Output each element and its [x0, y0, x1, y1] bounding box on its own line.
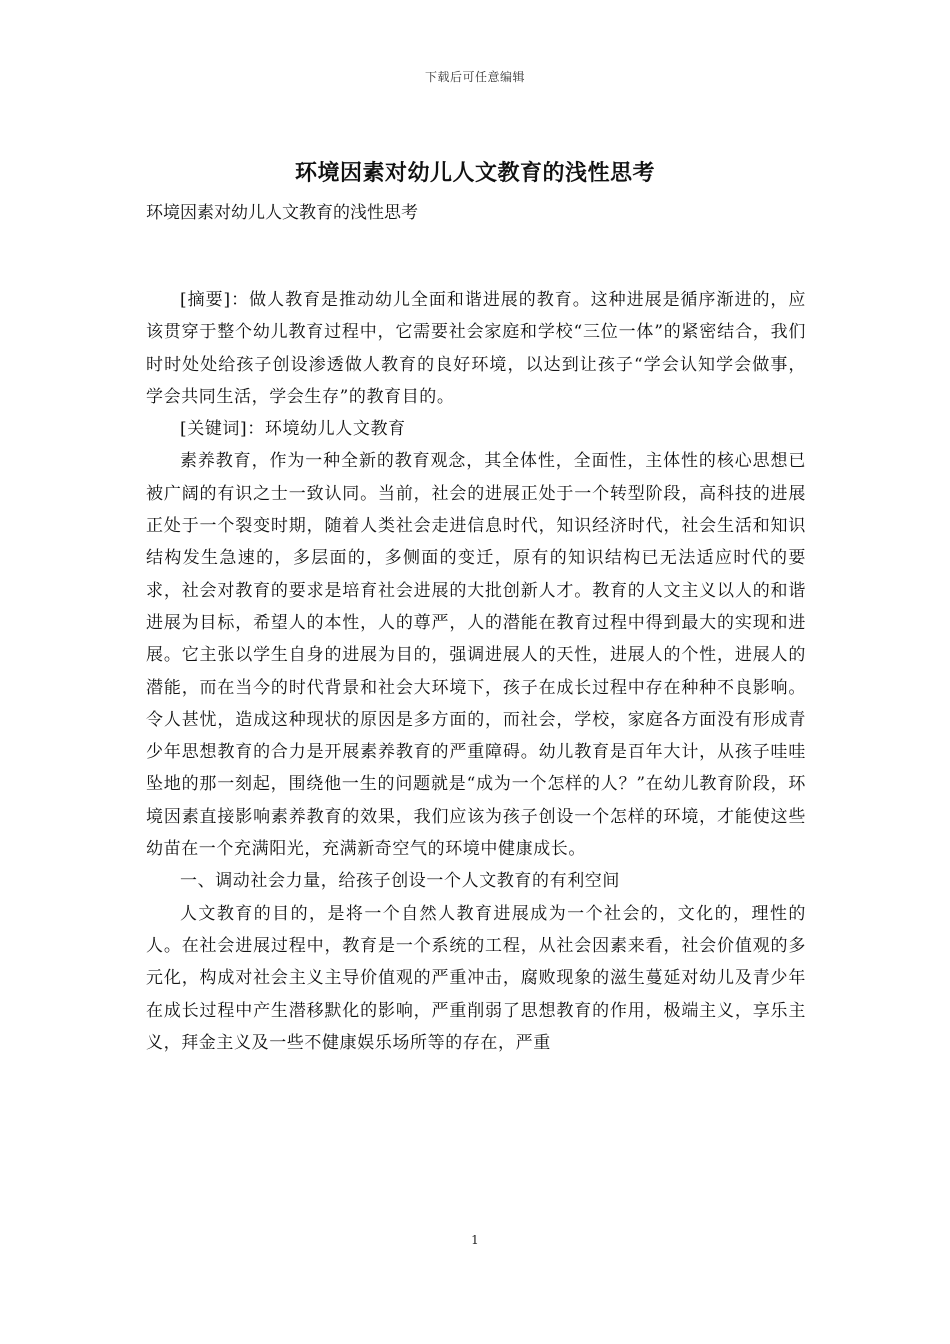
- abstract-paragraph: [摘要]：做人教育是推动幼儿全面和谐进展的教育。这种进展是循序渐进的，应该贯穿于整个幼儿教育过程中，它需要社会家庭和学校“三位一体”的紧密结合，我们时时处处给孩子创设渗透做人教育的良好环境，以达到让孩子“学会认知学会做事，学会共同生活，学会生存”的教育目的。: [146, 290, 806, 407]
- keywords-paragraph: [关键词]：环境幼儿人文教育: [180, 419, 406, 440]
- body-paragraph: 素养教育，作为一种全新的教育观念，其全体性，全面性，主体性的核心思想已被广阔的有识之士一致认同。当前，社会的进展正处于一个转型阶段，高科技的进展正处于一个裂变时期，随着人类社会走进信息时代，知识经济时代，社会生活和知识结构发生急速的，多层面的，多侧面的变迁，原有的知识结构已无法适应时代的要求，社会对教育的要求是培育社会进展的大批创新人才。教育的人文主义以人的和谐进展为目标，希望人的本性，人的尊严，人的潜能在教育过程中得到最大的实现和进展。它主张以学生自身的进展为目的，强调进展人的天性，进展人的个性，进展人的潜能，而在当今的时代背景和社会大环境下，孩子在成长过程中存在种种不良影响。令人甚忧，造成这种现状的原因是多方面的，而社会，学校，家庭各方面没有形成青少年思想教育的合力是开展素养教育的严重障碍。幼儿教育是百年大计，从孩子哇哇坠地的那一刻起，围绕他一生的问题就是“成为一个怎样的人？”在幼儿教育阶段，环境因素直接影响素养教育的效果，我们应该为孩子创设一个怎样的环境，才能使这些幼苗在一个充满阳光，充满新奇空气的环境中健康成长。: [146, 451, 806, 860]
- body-paragraph: 人文教育的目的，是将一个自然人教育进展成为一个社会的，文化的，理性的人。在社会进展过程中，教育是一个系统的工程，从社会因素来看，社会价值观的多元化，构成对社会主义主导价值观的严重冲击，腐败现象的滋生蔓延对幼儿及青少年在成长过程中产生潜移默化的影响，严重削弱了思想教育的作用，极端主义，享乐主义，拜金主义及一些不健康娱乐场所等的存在，严重: [146, 903, 806, 1053]
- header-note: 下载后可任意编辑: [424, 70, 525, 84]
- document-body: [146, 197, 806, 1059]
- blank-line: [146, 229, 806, 284]
- document-subtitle: 环境因素对幼儿人文教育的浅性思考: [146, 203, 418, 223]
- page-number: 1: [471, 1233, 479, 1247]
- section-heading: 一、调动社会力量，给孩子创设一个人文教育的有利空间: [180, 871, 620, 892]
- document-title: 环境因素对幼儿人文教育的浅性思考: [294, 160, 655, 186]
